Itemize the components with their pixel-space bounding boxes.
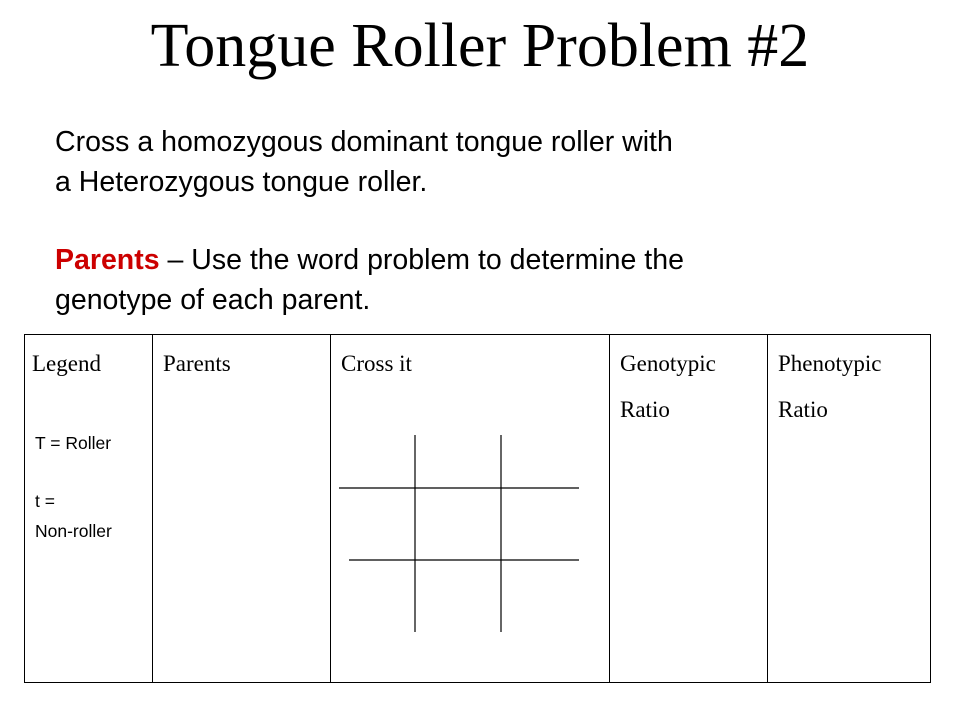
legend-dominant: T = Roller — [35, 433, 112, 453]
instruction-line-1 — [55, 240, 915, 280]
instruction-line-1-rest: – Use the word problem to determine the — [159, 244, 684, 276]
problem-line-1: Cross a homozygous dominant tongue roller with — [55, 126, 673, 158]
legend-header: Legend — [32, 351, 101, 376]
slide-title: Tongue Roller Problem #2 — [150, 12, 810, 80]
parents-highlight: Parents — [55, 244, 160, 276]
parents-column[interactable] — [153, 335, 331, 682]
legend-recessive-label: Non-roller — [35, 521, 112, 541]
parents-header: Parents — [163, 351, 231, 376]
punnett-square — [331, 335, 610, 684]
instruction-line-2: genotype of each parent. — [55, 284, 371, 316]
cross-header: Cross it — [341, 351, 412, 376]
phenotypic-header: Phenotypic Ratio — [778, 351, 882, 422]
cross-column[interactable] — [331, 335, 610, 682]
phenotypic-column[interactable] — [768, 335, 932, 682]
genotypic-header: Genotypic Ratio — [620, 351, 716, 422]
legend-recessive-symbol: t = — [35, 491, 55, 511]
problem-line-2: a Heterozygous tongue roller. — [55, 166, 428, 198]
instruction-text — [55, 240, 915, 320]
genotypic-column[interactable] — [610, 335, 768, 682]
problem-statement — [55, 122, 915, 202]
legend-column — [25, 335, 153, 682]
worksheet-table — [24, 334, 931, 683]
